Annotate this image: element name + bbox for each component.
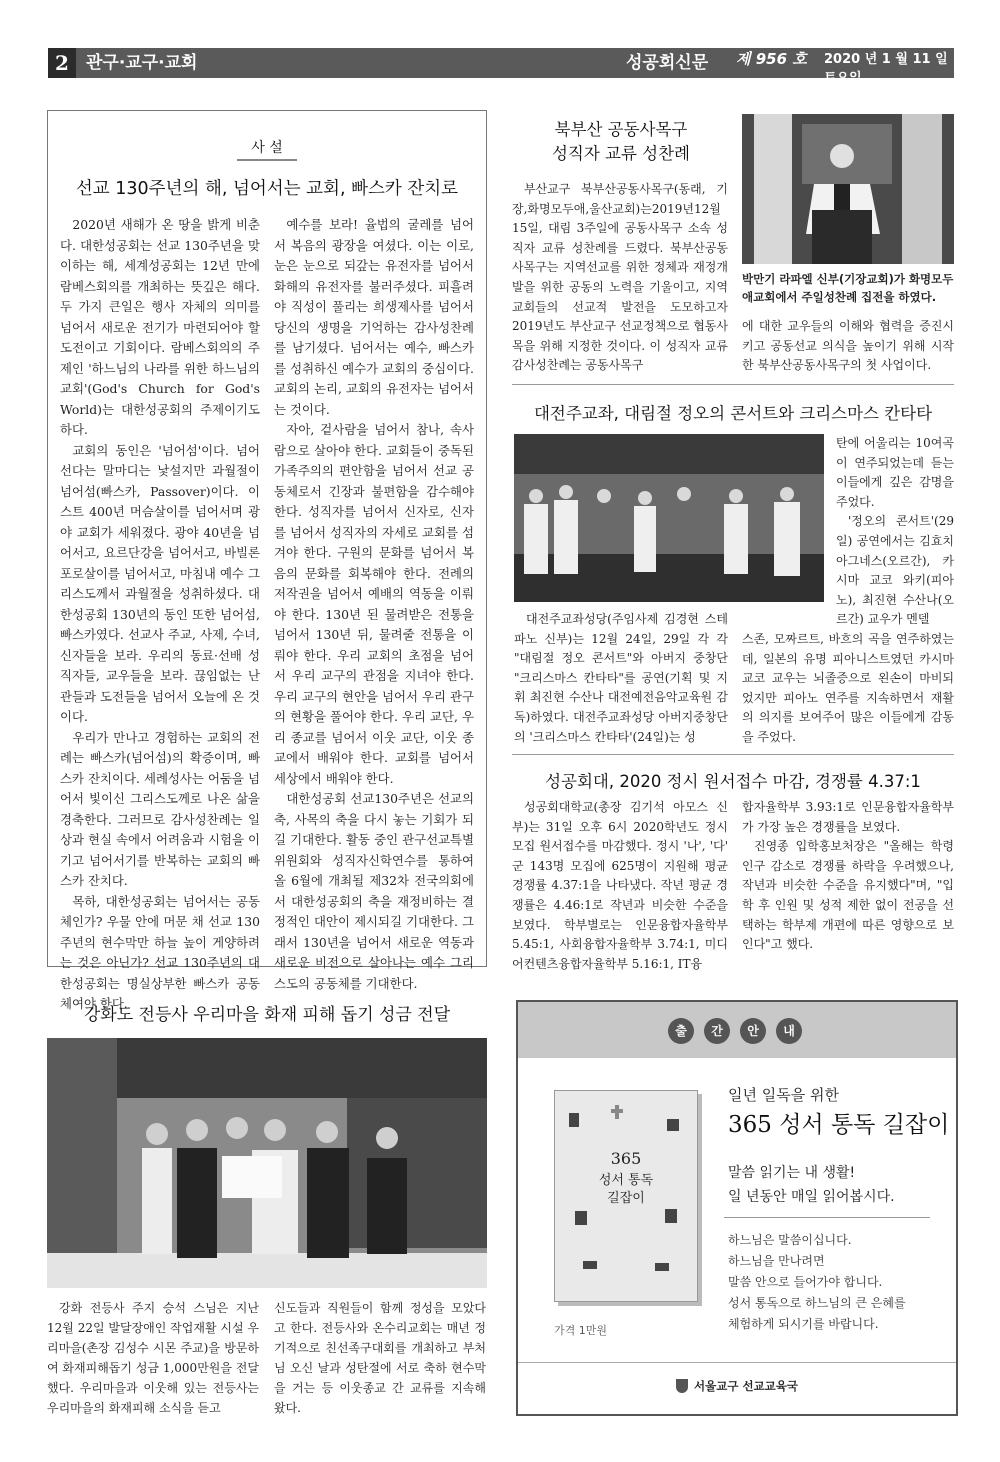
ganghwa-paragraph: 신도들과 직원들이 함께 정성을 모았다고 한다. 전등사와 온수리교회는 매년 정기적으로 친선족구대회를 개최하고 부처님 오신 날과 성탄절에 서로 축하 현수막을 거는 등 이웃종교 간 교류를 지속해 왔다. [274, 1301, 486, 1415]
issue-date: 2020 년 1 월 11 일 토요일 [824, 52, 948, 86]
daejeon-body-continued [742, 630, 954, 748]
ad-pretitle: 일년 일독을 위한 [728, 1086, 839, 1104]
ad-message-line: 말씀 안으로 들어가야 합니다. [728, 1275, 883, 1289]
book-cover [554, 1090, 698, 1302]
ad-slogan-2: 일 년동안 매일 읽어봅시다. [728, 1189, 895, 1205]
busan-photo-caption: 박만기 라파엘 신부(기장교회)가 화명모두애교회에서 주일성찬례 집전을 하였다. [742, 272, 954, 304]
ad-slogan-1: 말씀 읽기는 내 생활! [728, 1165, 856, 1181]
page-number: 2 [48, 48, 76, 78]
book-title-line-1: 성서 통독 [598, 1173, 654, 1188]
ganghwa-photo [47, 1038, 487, 1288]
ganghwa-column-1 [47, 1298, 259, 1418]
busan-paragraph: 부산교구 북부산공동사목구(동래, 기장,화명모두애,울산교회)는2019년12월 15일, 대림 3주일에 공동사목구 소속 성직자 교류 성찬례를 드렸다. 북부산공동사목구는 지역선교를 위한 정체과 재정개발을 위한 공동의 노력을 기울이고, 지역 교회들의 선교적 발전을 도모하고자 2019년도 부산교구 선교정책으로 협동사목을 위해 지정한 것이다. 이 성직자 교류 감사성찬례는 공동사목구 [512, 182, 728, 373]
publisher-name: 서울교구 선교교육국 [694, 1379, 798, 1393]
daejeon-side-text [836, 434, 954, 630]
busan-body [512, 180, 728, 376]
ad-divider [724, 1217, 930, 1218]
university-title: 성공회대, 2020 정시 원서접수 마감, 경쟁률 4.37:1 [545, 772, 921, 791]
ad-title: 365 성서 통독 길잡이 [728, 1112, 950, 1138]
busan-photo [742, 114, 954, 264]
section-title: 관구·교구·교회 [86, 53, 198, 73]
ganghwa-title: 강화도 전등사 우리마을 화재 피해 돕기 성금 전달 [83, 1005, 451, 1025]
daejeon-title: 대전주교좌, 대림절 정오의 콘서트와 크리스마스 칸타타 [533, 404, 933, 423]
editorial-label: 사 설 [251, 140, 283, 156]
daejeon-paragraph: 대전주교좌성당(주임사제 김경현 스테파노 신부)는 12월 24일, 29일 각 각 "대림절 정오 콘서트"와 아버지 중창단 "크리스마스 칸타타"를 공연(기획 및 지휘 최진현 수산나 대전예전음악교육원 감독)하였다. 대전주교좌성당 아버지중창단의 '크리스마스 칸타타'(24일)는 성 [514, 612, 728, 744]
ad-message-line: 하느님을 만나려면 [728, 1254, 825, 1268]
ganghwa-column-2 [274, 1298, 486, 1418]
editorial-paragraph: 대한성공회 선교130주년은 선교의 축, 사목의 축을 다시 놓는 기회가 되길 기대한다. 활동 중인 관구선교특별위원회와 성직자신학연수를 통하여 올 6월에 개최될 제32차 전국의회에서 대한성공회의 축을 재정비하는 결정적인 대안이 제시되길 기대한다. 그래서 130년을 넘어서 새로운 역동과 새로운 비전으로 살아나는 예수 그리스도의 공동체를 기대한다. [274, 791, 474, 991]
busan-title-line-1: 북부산 공동사목구 [554, 120, 688, 139]
ganghwa-paragraph: 강화 전등사 주지 승석 스님은 지난 12월 22일 발달장애인 작업재활 시설 우리마을(촌장 김성수 시몬 주교)을 방문하여 화재피해돕기 성금 1,000만원을 전달했다. 우리마을과 이웃해 있는 전등사는 우리마을의 화재피해 소식을 듣고 [47, 1301, 259, 1415]
book-title-line-2: 길잡이 [607, 1191, 645, 1206]
editorial-label-rule [237, 159, 297, 161]
busan-body-continued [742, 317, 954, 376]
editorial-column-2 [274, 215, 474, 994]
editorial-title: 선교 130주년의 해, 넘어서는 교회, 빠스카 잔치로 [75, 179, 459, 199]
daejeon-paragraph: 탄에 어울리는 10여곡이 연주되었는데 듣는 이들에게 깊은 감명을 주었다. [836, 436, 954, 509]
editorial-paragraph: 교회의 동인은 '넘어섬'이다. 넘어선다는 말마디는 낯설지만 과월절이 넘어섬(빠스카, Passover)이다. 이스트 400년 머슴살이를 넘어서며 광야 교회가 세워졌다. 광야 40년을 넘어서고, 요르단강을 넘어서고, 바빌론 포로살이를 넘어서고, 마침내 예수 그리스도께서 과월절을 성취하셨다. 대한성공회 130년의 동인 또한 넘어섬, 빠스카였다. 선교사 주교, 사제, 수녀, 신자들을 보라. 우리의 동료·선배 성직자들, 교우들을 보라. 끊임없는 난관들과 도전들을 넘어서 오늘에 온 것이다. [60, 442, 260, 724]
ad-message-line: 하느님은 말씀이십니다. [728, 1233, 852, 1247]
university-paragraph: 합자율학부 3.93:1로 인문융합자율학부가 가장 높은 경쟁률을 보였다. [742, 800, 954, 834]
daejeon-body [514, 610, 728, 747]
editorial-column-1 [60, 215, 260, 1015]
publisher-row [518, 1378, 956, 1394]
daejeon-paragraph: 스존, 모짜르트, 바흐의 곡을 연주하였는데, 일본의 유명 피아니스트였던 카시마 교코 교우는 뇌졸증으로 왼손이 마비되었지만 피아노 연주를 지속하면서 재활의 의지를 보여주어 많은 이들에게 감동을 주었다. [742, 632, 954, 744]
ad-badge-char: 내 [776, 1018, 802, 1044]
ad-badge-char: 간 [704, 1018, 730, 1044]
separator-daejeon [512, 754, 954, 755]
university-paragraph: 성공회대학교(총장 김기석 아모스 신부)는 31일 오후 6시 2020학년도 정시모집 원서접수를 마감했다. 정시 '나', '다' 군 143명 모집에 625명이 지원해 평균 경쟁률 4.37:1을 나타냈다. 작년 평균 경쟁률은 4.46:1로 작년과 비슷한 수준을 보였다. 학부별로는 인문융합자율학부 5.45:1, 사회융합자율학부 3.74:1, 미디어컨텐츠융합자율학부 5.16:1, IT융 [512, 800, 728, 971]
editorial-paragraph: 우리가 만나고 경험하는 교회의 전례는 빠스카(넘어섬)의 확증이며, 빠스카 잔치이다. 세례성사는 어둠을 넘어서 빛이신 그리스도께로 나온 삶을 경축한다. 그러므로 감사성찬례는 일상과 현실 속에서 어려움과 시험을 이기고 넘어서기를 반복하는 교회의 빠스카 잔치다. [60, 729, 260, 888]
editorial-paragraph: 예수를 보라! 율법의 굴레를 넘어서 복음의 광장을 여셨다. 이는 이로, 눈은 눈으로 되갚는 유전자를 넘어서 화해의 유전자를 불러주셨다. 피흘려야 직성이 풀리는 희생제사를 넘어서 당신의 생명을 기억하는 감사성찬례를 남기셨다. 넘어서는 예수, 빠스카를 성취하신 예수가 교회의 중심이다. 교회의 논리, 교회의 유전자는 넘어서는 것이다. [274, 217, 474, 417]
page-header [48, 48, 954, 86]
ad-badge-char: 출 [668, 1018, 694, 1044]
daejeon-photo [514, 434, 824, 602]
ad-message-line: 성서 통독으로 하느님의 큰 은혜를 [728, 1296, 906, 1310]
ad-badge [668, 1018, 808, 1044]
editorial-paragraph: 목하, 대한성공회는 넘어서는 공동체인가? 우물 안에 머문 채 선교 130주년의 현수막만 하늘 높이 게양하려는 것은 아닌가? 선교 130주년의 대한성공회는 명실상부한 빠스카 공동체여야 한다. [60, 893, 260, 1011]
editorial-paragraph: 2020년 새해가 온 땅을 밝게 비춘다. 대한성공회는 선교 130주년을 맞이하는 해, 세계성공회는 12년 만에 람베스회의를 개최하는 뜻깊은 해다. 두 가지 큰일은 행사 자체의 의미를 넘어서 새로운 전기가 마련되어야 할 도전이고 기회이다. 람베스회의의 주제인 '하느님의 나라를 위한 하느님의 교회'(God's Church for God's World)는 대한성공회의 주제이기도 하다. [60, 217, 260, 437]
book-number: 365 [610, 1149, 642, 1168]
busan-title-line-2: 성직자 교류 성찬례 [551, 144, 690, 163]
university-column-2 [742, 798, 954, 955]
publisher-logo-icon [676, 1379, 688, 1393]
ad-message [728, 1230, 906, 1335]
editorial-box [47, 110, 487, 1011]
ad-badge-char: 안 [740, 1018, 766, 1044]
editorial-paragraph: 자아, 겉사람을 넘어서 참나, 속사람으로 살아야 한다. 교회들이 중독된 가족주의의 편안함을 넘어서 선교 공동체로서 긴장과 불편함을 감수해야 한다. 성직자를 넘어서 신자로, 신자를 넘어서 성직자의 자세로 교회를 섬겨야 한다. 구원의 문화를 넘어서 복음의 문화를 회복해야 한다. 전례의 저작권을 넘어서 예배의 역동을 이뤄야 한다. 130년 된 물려받은 전통을 넘어서 130년 뒤, 물려줄 전통을 이뤄야 한다. 우리 교회의 초점을 넘어서 우리 교구의 관점을 지녀야 한다. 우리 교구의 현안을 넘어서 우리 관구의 현황을 풀어야 한다. 우리 교단, 우리 종교를 넘어서 이웃 교단, 이웃 종교에서 배워야 한다. 교회를 넘어서 세상에서 배워야 한다. [274, 422, 474, 786]
issue-number: 제 956 호 [736, 50, 807, 68]
ad-footer-rule [518, 1362, 956, 1363]
daejeon-paragraph: '정오의 콘서트'(29일) 공연에서는 김효치 아그네스(오르간), 카시마 교코 와키(피아노), 최진현 수산나(오르간) 교우가 멘델 [836, 514, 954, 627]
university-column-1 [512, 798, 728, 974]
publication-ad [516, 1000, 958, 1416]
ad-price: 가격 1만원 [554, 1324, 607, 1337]
university-paragraph: 진영종 입학홍보처장은 "올해는 학령인구 감소로 경쟁률 하락을 우려했으나, 작년과 비슷한 수준을 유지했다"며, "입학 후 인원 및 성적 제한 없이 전공을 선택하는 학부제 개편에 따른 영향으로 보인다"고 했다. [742, 839, 954, 952]
busan-paragraph: 에 대한 교우들의 이해와 협력을 증진시키고 공동선교 의식을 높이기 위해 시작한 북부산공동사목구의 첫 사업이다. [742, 319, 954, 373]
separator-busan [512, 384, 954, 385]
newspaper-name: 성공회신문 [626, 53, 709, 73]
ad-message-line: 체험하게 되시기를 바랍니다. [728, 1317, 879, 1331]
